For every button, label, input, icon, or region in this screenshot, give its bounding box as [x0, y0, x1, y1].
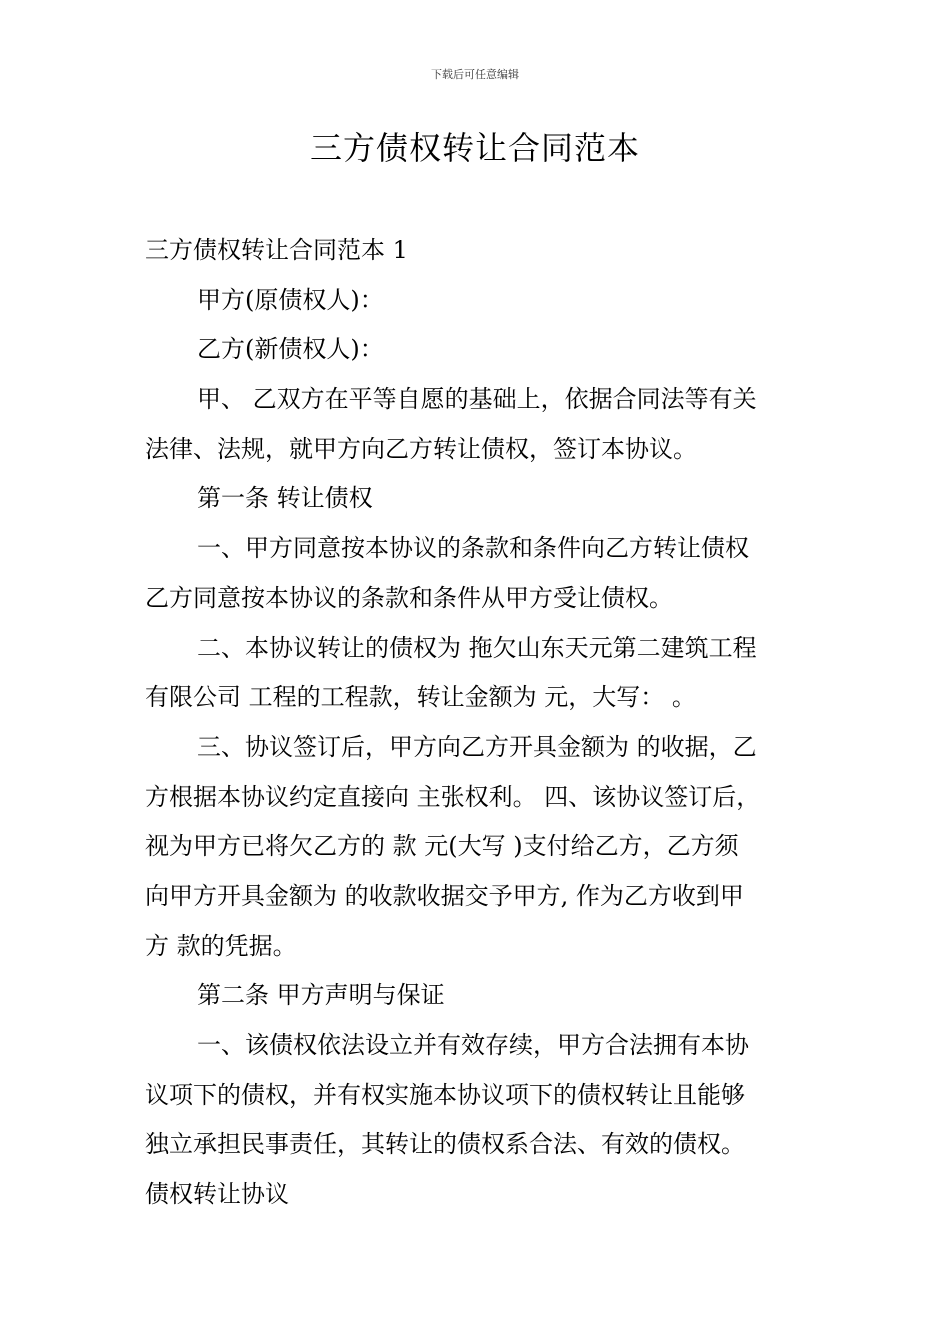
body-line: 方根据本协议约定直接向 主张权利。 四、该协议签订后， [145, 782, 761, 811]
body-line: 议项下的债权，并有权实施本协议项下的债权转让且能够 [145, 1080, 745, 1109]
body-line: 债权转让协议 [145, 1180, 289, 1209]
body-line: 乙方同意按本协议的条款和条件从甲方受让债权。 [145, 583, 673, 612]
body-line: 二、本协议转让的债权为 拖欠山东天元第二建筑工程 [197, 633, 757, 662]
document-title: 三方债权转让合同范本 [309, 129, 640, 167]
body-line: 第一条 转让债权 [197, 484, 373, 513]
body-line: 一、甲方同意按本协议的条款和条件向乙方转让债权 [197, 534, 749, 563]
body-line: 方 款的凭据。 [145, 931, 297, 960]
document-body [145, 226, 825, 1220]
header-note: 下载后可任意编辑 [431, 68, 519, 81]
body-line: 有限公司 工程的工程款，转让金额为 元，大写： 。 [145, 683, 696, 712]
body-line: 甲方(原债权人)： [197, 285, 384, 314]
body-line: 一、该债权依法设立并有效存续，甲方合法拥有本协 [197, 1031, 749, 1059]
body-line: 甲、 乙双方在平等自愿的基础上，依据合同法等有关 [197, 385, 757, 414]
body-line: 法律、法规，就甲方向乙方转让债权，签订本协议。 [145, 434, 697, 463]
body-line: 三、协议签订后，甲方向乙方开具金额为 的收据，乙 [197, 732, 757, 761]
body-line: 乙方(新债权人)： [197, 335, 384, 364]
body-line: 向甲方开具金额为 的收款收据交予甲方, 作为乙方收到甲 [145, 881, 744, 910]
body-line: 第二条 甲方声明与保证 [197, 981, 445, 1010]
body-line: 独立承担民事责任，其转让的债权系合法、有效的债权。 [145, 1130, 745, 1159]
body-line: 三方债权转让合同范本 1 [145, 236, 408, 264]
body-line: 视为甲方已将欠乙方的 款 元(大写 )支付给乙方，乙方须 [145, 832, 739, 861]
